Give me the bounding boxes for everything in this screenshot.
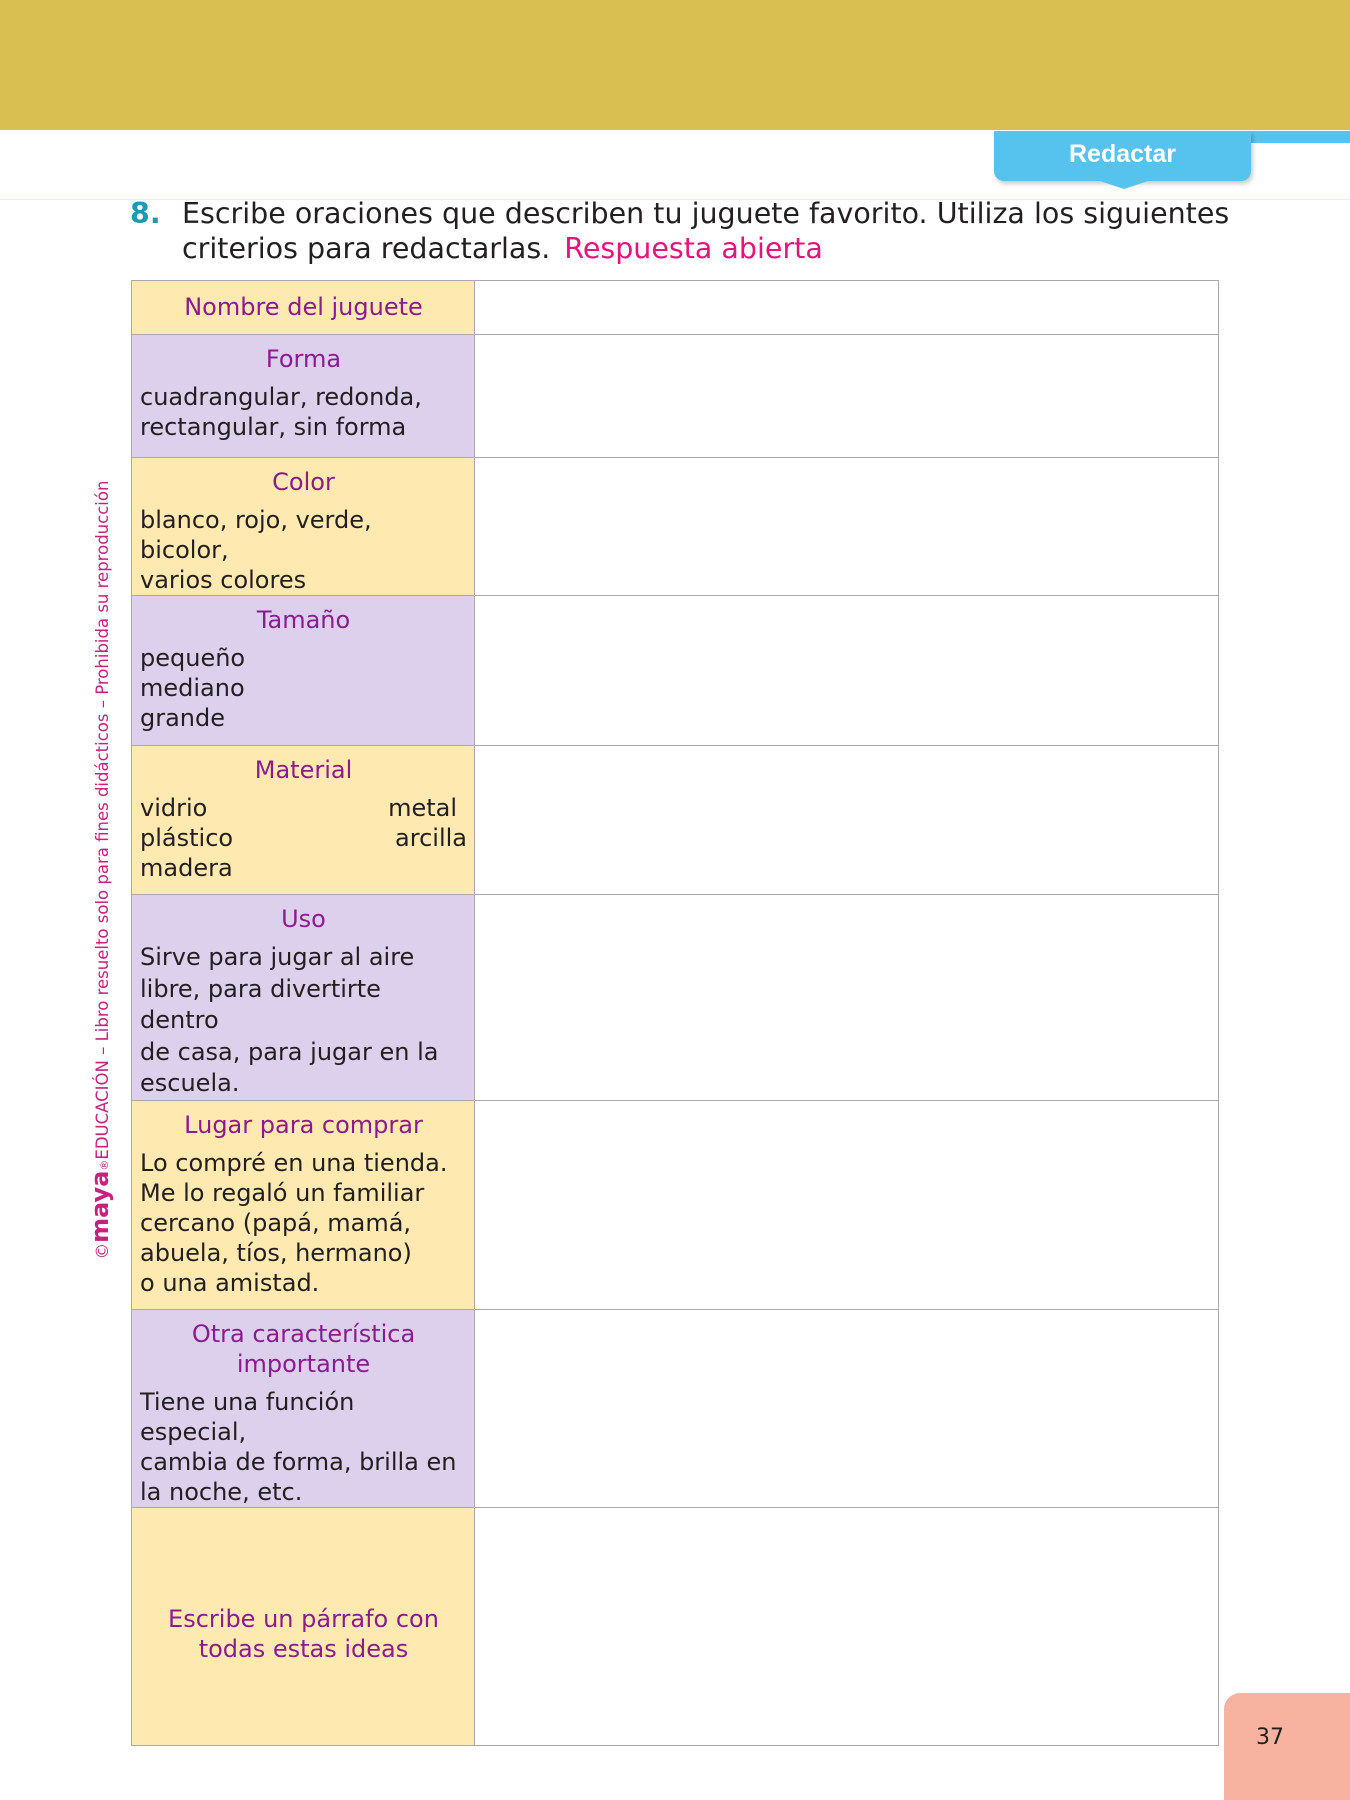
color-title: Color <box>272 468 335 496</box>
lugar-label-cell <box>132 1100 475 1309</box>
tamano-title: Tamaño <box>256 606 351 634</box>
tamano-option-line: pequeño <box>140 644 246 672</box>
otra-answer-field[interactable] <box>475 1309 1219 1507</box>
table-row <box>132 335 1219 458</box>
toy-name-title: Nombre del juguete <box>184 293 423 321</box>
otra-line: Tiene una función especial, <box>140 1387 355 1446</box>
section-tab-strip <box>1240 131 1350 143</box>
lugar-line: cercano (papá, mamá, <box>140 1208 412 1237</box>
tamano-label-cell <box>132 596 475 746</box>
question-verb-1: Escribe <box>182 197 286 230</box>
answer-note: Respuesta abierta <box>564 232 823 265</box>
lugar-title: Lugar para comprar <box>184 1110 423 1139</box>
forma-answer-field[interactable] <box>475 335 1219 458</box>
material-option: arcilla <box>395 824 467 852</box>
question-verb-2: Utiliza <box>936 197 1025 230</box>
uso-answer-field[interactable] <box>475 895 1219 1101</box>
uso-title: Uso <box>281 905 326 933</box>
uso-description <box>140 942 467 1100</box>
table-row <box>132 281 1219 335</box>
otra-label-cell <box>132 1309 475 1507</box>
forma-option-line: rectangular, sin forma <box>140 413 407 441</box>
uso-line: libre, para divertirte dentro <box>140 974 381 1034</box>
toy-name-answer-field[interactable] <box>475 281 1219 335</box>
lugar-line: Lo compré en una tienda. <box>140 1148 448 1177</box>
page-number: 37 <box>1256 1725 1284 1750</box>
material-option: metal <box>388 794 457 822</box>
table-row <box>132 1507 1219 1745</box>
forma-title: Forma <box>265 345 342 373</box>
parrafo-title-line: todas estas ideas <box>198 1634 409 1663</box>
criteria-table <box>131 280 1219 1746</box>
table-row <box>132 1309 1219 1507</box>
material-option: plástico <box>140 824 234 852</box>
otra-line: la noche, etc. <box>140 1477 303 1506</box>
color-answer-field[interactable] <box>475 458 1219 596</box>
section-tab-pointer <box>1094 179 1154 189</box>
material-answer-field[interactable] <box>475 746 1219 895</box>
registered-mark: ® <box>98 1159 111 1171</box>
tamano-option-line: grande <box>140 704 226 732</box>
parrafo-title-line: Escribe un párrafo con <box>168 1604 439 1633</box>
material-title: Material <box>254 756 353 784</box>
toy-name-label-cell <box>132 281 475 335</box>
otra-title-line: importante <box>236 1349 371 1378</box>
page-number-badge <box>1224 1693 1350 1800</box>
lugar-line: o una amistad. <box>140 1268 320 1297</box>
material-option-row <box>140 823 467 853</box>
lugar-line: Me lo regaló un familiar <box>140 1178 425 1207</box>
table-row <box>132 746 1219 895</box>
table-row <box>132 1100 1219 1309</box>
material-option-row <box>140 793 467 823</box>
material-label-cell <box>132 746 475 895</box>
otra-title <box>140 1310 467 1379</box>
table-row <box>132 895 1219 1101</box>
question-text-1: oraciones que describen tu juguete favorito. <box>285 197 937 230</box>
question-number: 8. <box>130 197 161 230</box>
table-row <box>132 596 1219 746</box>
tamano-answer-field[interactable] <box>475 596 1219 746</box>
header-band <box>0 0 1350 130</box>
section-tab: Redactar <box>994 131 1251 181</box>
question-prompt <box>130 196 1230 266</box>
otra-title-line: Otra característica <box>191 1319 416 1348</box>
lugar-answer-field[interactable] <box>475 1100 1219 1309</box>
color-option-line: varios colores <box>140 566 307 594</box>
material-option: vidrio <box>140 794 208 822</box>
uso-label-cell <box>132 895 475 1101</box>
forma-label-cell <box>132 335 475 458</box>
copyright-text: EDUCACIÓN – Libro resuelto solo para fines didácticos – Prohibida su reproducción <box>93 480 112 1160</box>
color-option-line: blanco, rojo, verde, bicolor, <box>140 506 372 564</box>
question-text-2: los siguientes criterios para redactarlas. <box>182 197 1230 265</box>
uso-line: Sirve para jugar al aire <box>140 943 415 971</box>
parrafo-answer-field[interactable] <box>475 1507 1219 1745</box>
otra-line: cambia de forma, brilla en <box>140 1447 457 1476</box>
question-text <box>182 196 1230 266</box>
lugar-line: abuela, tíos, hermano) <box>140 1238 412 1267</box>
material-option: madera <box>140 854 233 882</box>
brand-logo: maya <box>86 1170 114 1243</box>
color-label-cell <box>132 458 475 596</box>
parrafo-label-cell <box>132 1507 475 1745</box>
table-row <box>132 458 1219 596</box>
copyright-notice <box>86 430 114 1310</box>
parrafo-title <box>140 1508 467 1664</box>
uso-line: escuela. <box>140 1069 240 1097</box>
tamano-option-line: mediano <box>140 674 245 702</box>
copyright-symbol: © <box>93 1242 112 1260</box>
uso-line: de casa, para jugar en la <box>140 1037 439 1066</box>
forma-option-line: cuadrangular, redonda, <box>140 383 422 411</box>
